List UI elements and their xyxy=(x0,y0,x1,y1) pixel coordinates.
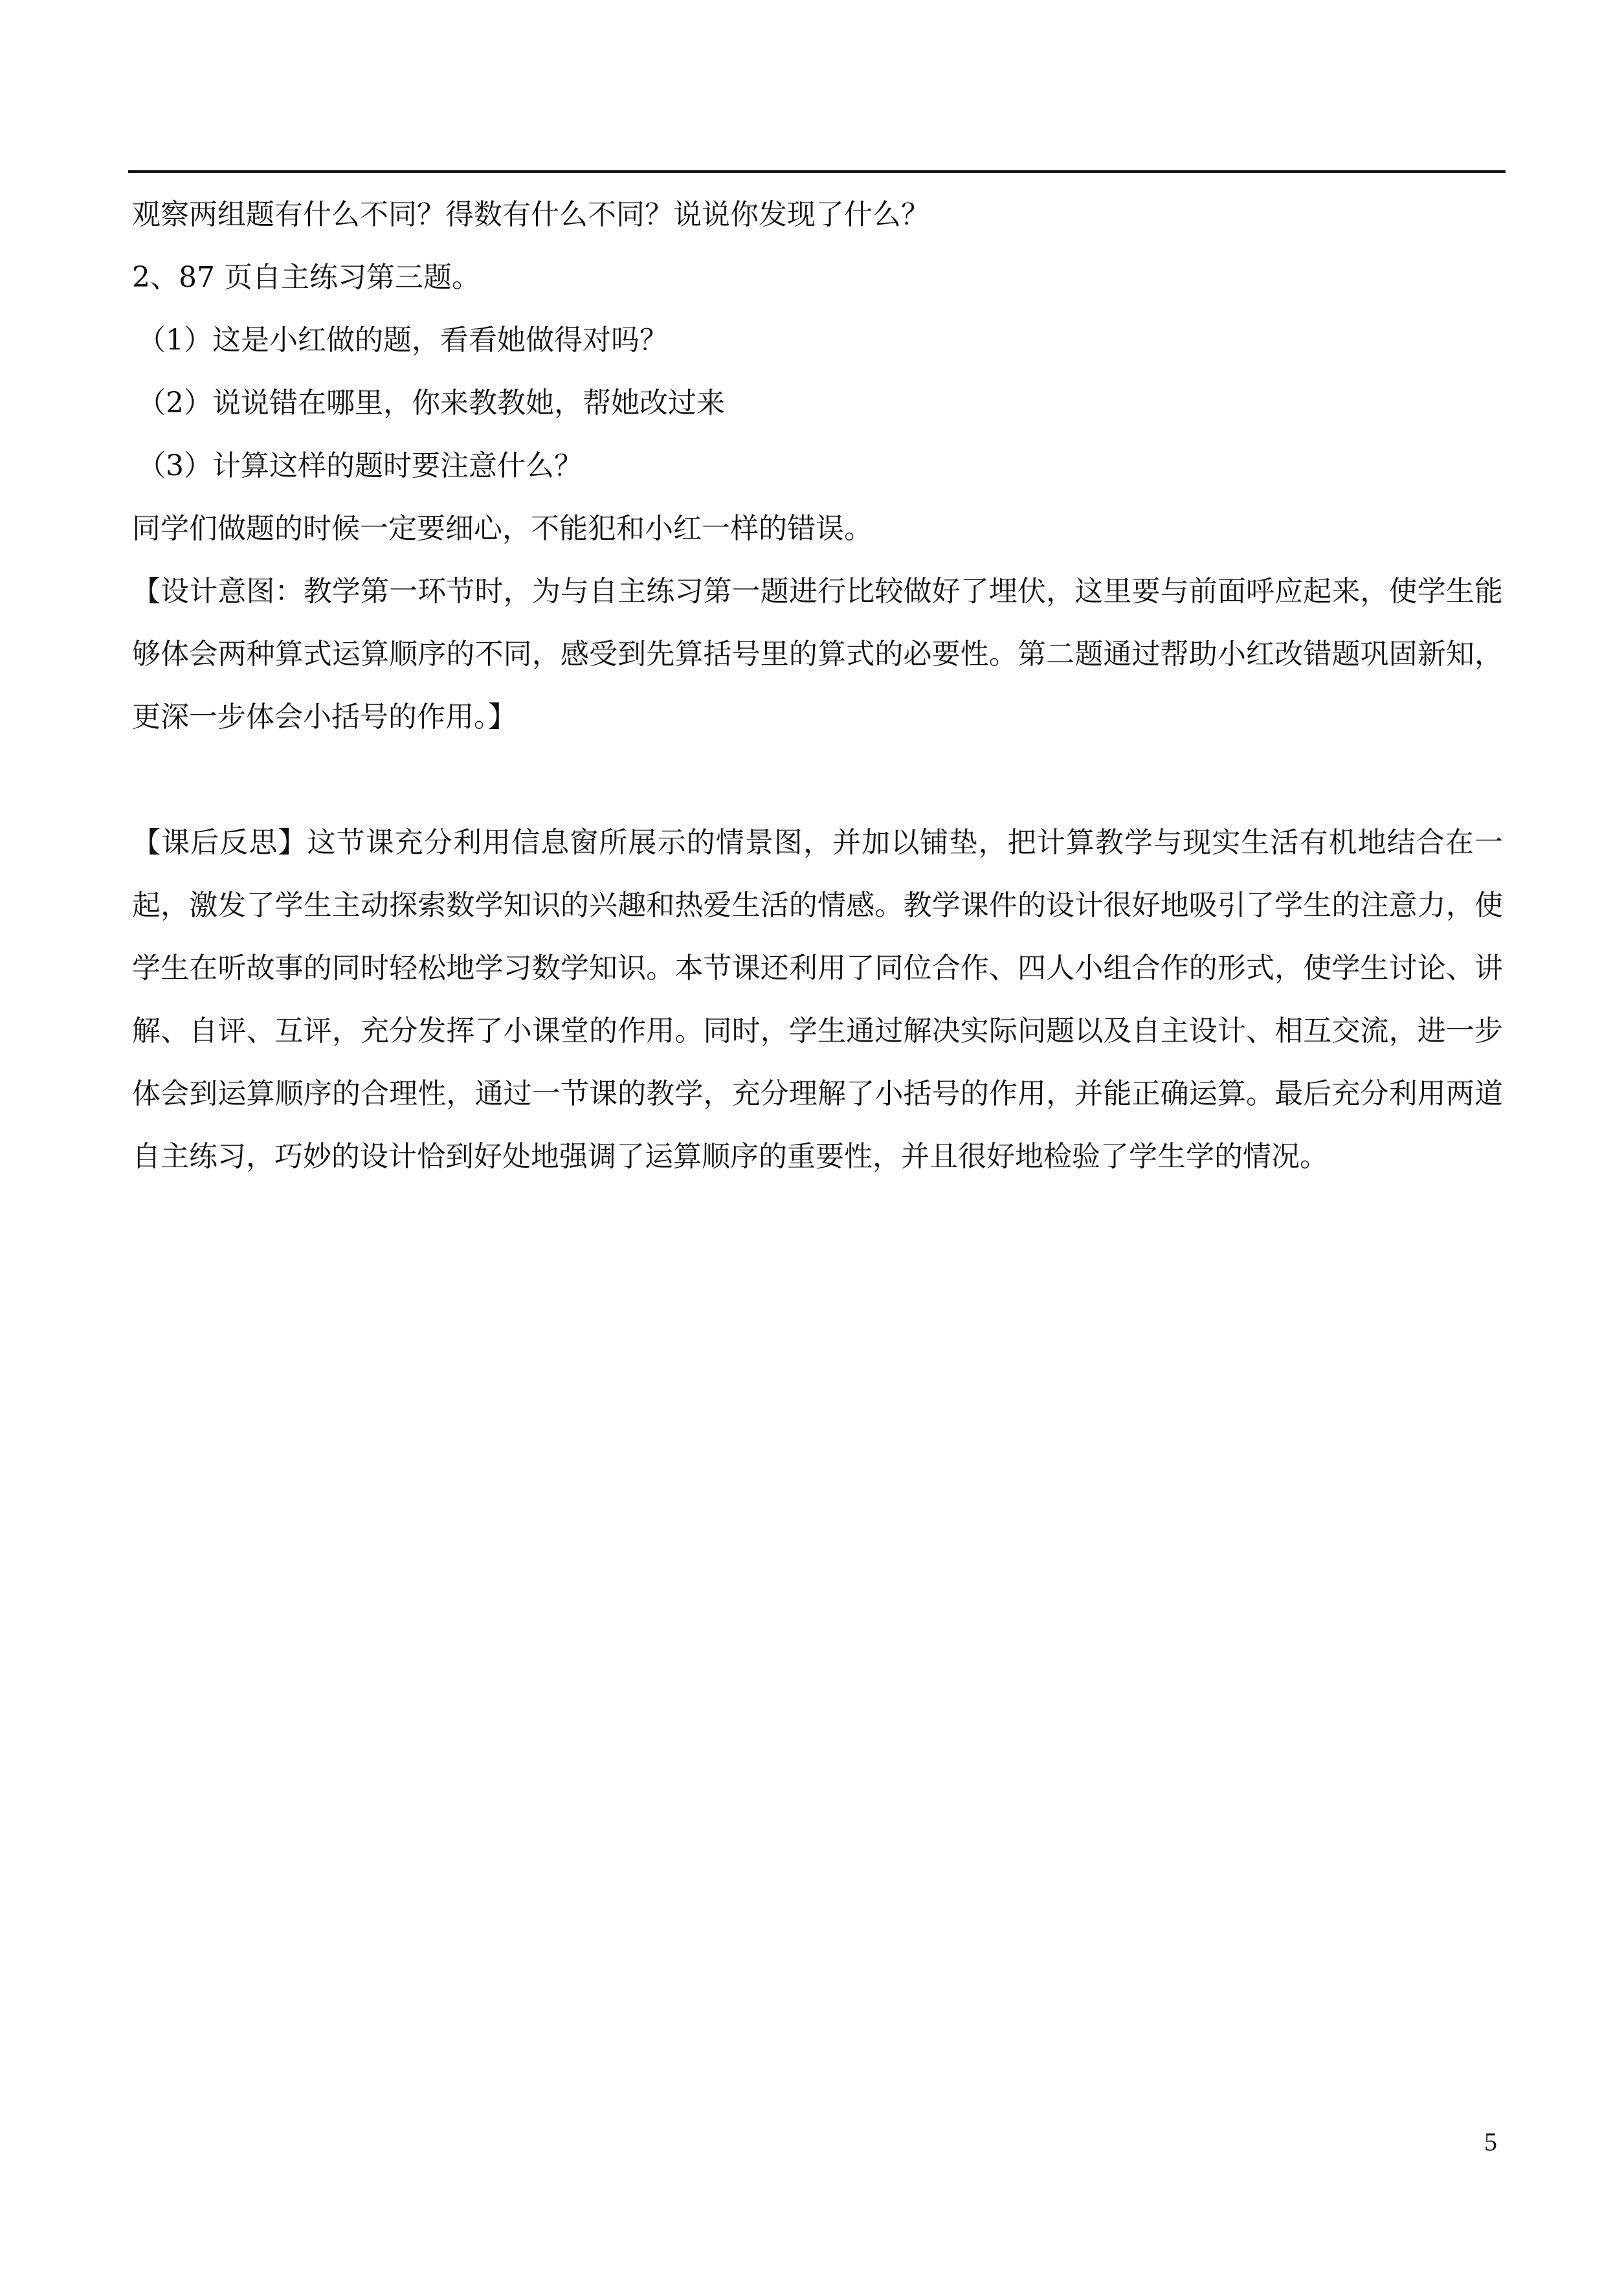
exercise-item-3: （3）计算这样的题时要注意什么？ xyxy=(137,449,583,482)
design-intent-paragraph: 【设计意图：教学第一环节时，为与自主练习第一题进行比较做好了埋伏，这里要与前面呼应起来，使学生能够体会两种算式运算顺序的不同，感受到先算括号里的算式的必要性。第二题通过帮助小红改错题巩固新知，更深一步体会小括号的作用。】 xyxy=(132,575,1503,733)
paragraph-spacer xyxy=(132,748,1503,811)
question-line-observe: 观察两组题有什么不同？得数有什么不同？说说你发现了什么？ xyxy=(132,198,929,231)
exercise-heading: 2、87 页自主练习第三题。 xyxy=(132,261,480,294)
exercise-item-1: （1）这是小红做的题，看看她做得对吗？ xyxy=(137,324,668,357)
exercise-item-2: （2）说说错在哪里，你来教教她，帮她改过来 xyxy=(137,386,725,419)
document-body xyxy=(132,183,1503,1188)
page-number: 5 xyxy=(1484,2127,1497,2156)
header-rule xyxy=(128,170,1506,173)
reminder-line: 同学们做题的时候一定要细心，不能犯和小红一样的错误。 xyxy=(132,512,873,545)
reflection-paragraph: 【课后反思】这节课充分利用信息窗所展示的情景图，并加以铺垫，把计算教学与现实生活有机地结合在一起，激发了学生主动探索数学知识的兴趣和热爱生活的情感。教学课件的设计很好地吸引了学生的注意力，使学生在听故事的同时轻松地学习数学知识。本节课还利用了同位合作、四人小组合作的形式，使学生讨论、讲解、自评、互评，充分发挥了小课堂的作用。同时，学生通过解决实际问题以及自主设计、相互交流，进一步体会到运算顺序的合理性，通过一节课的教学，充分理解了小括号的作用，并能正确运算。最后充分利用两道自主练习，巧妙的设计恰到好处地强调了运算顺序的重要性，并且很好地检验了学生学的情况。 xyxy=(132,826,1503,1173)
